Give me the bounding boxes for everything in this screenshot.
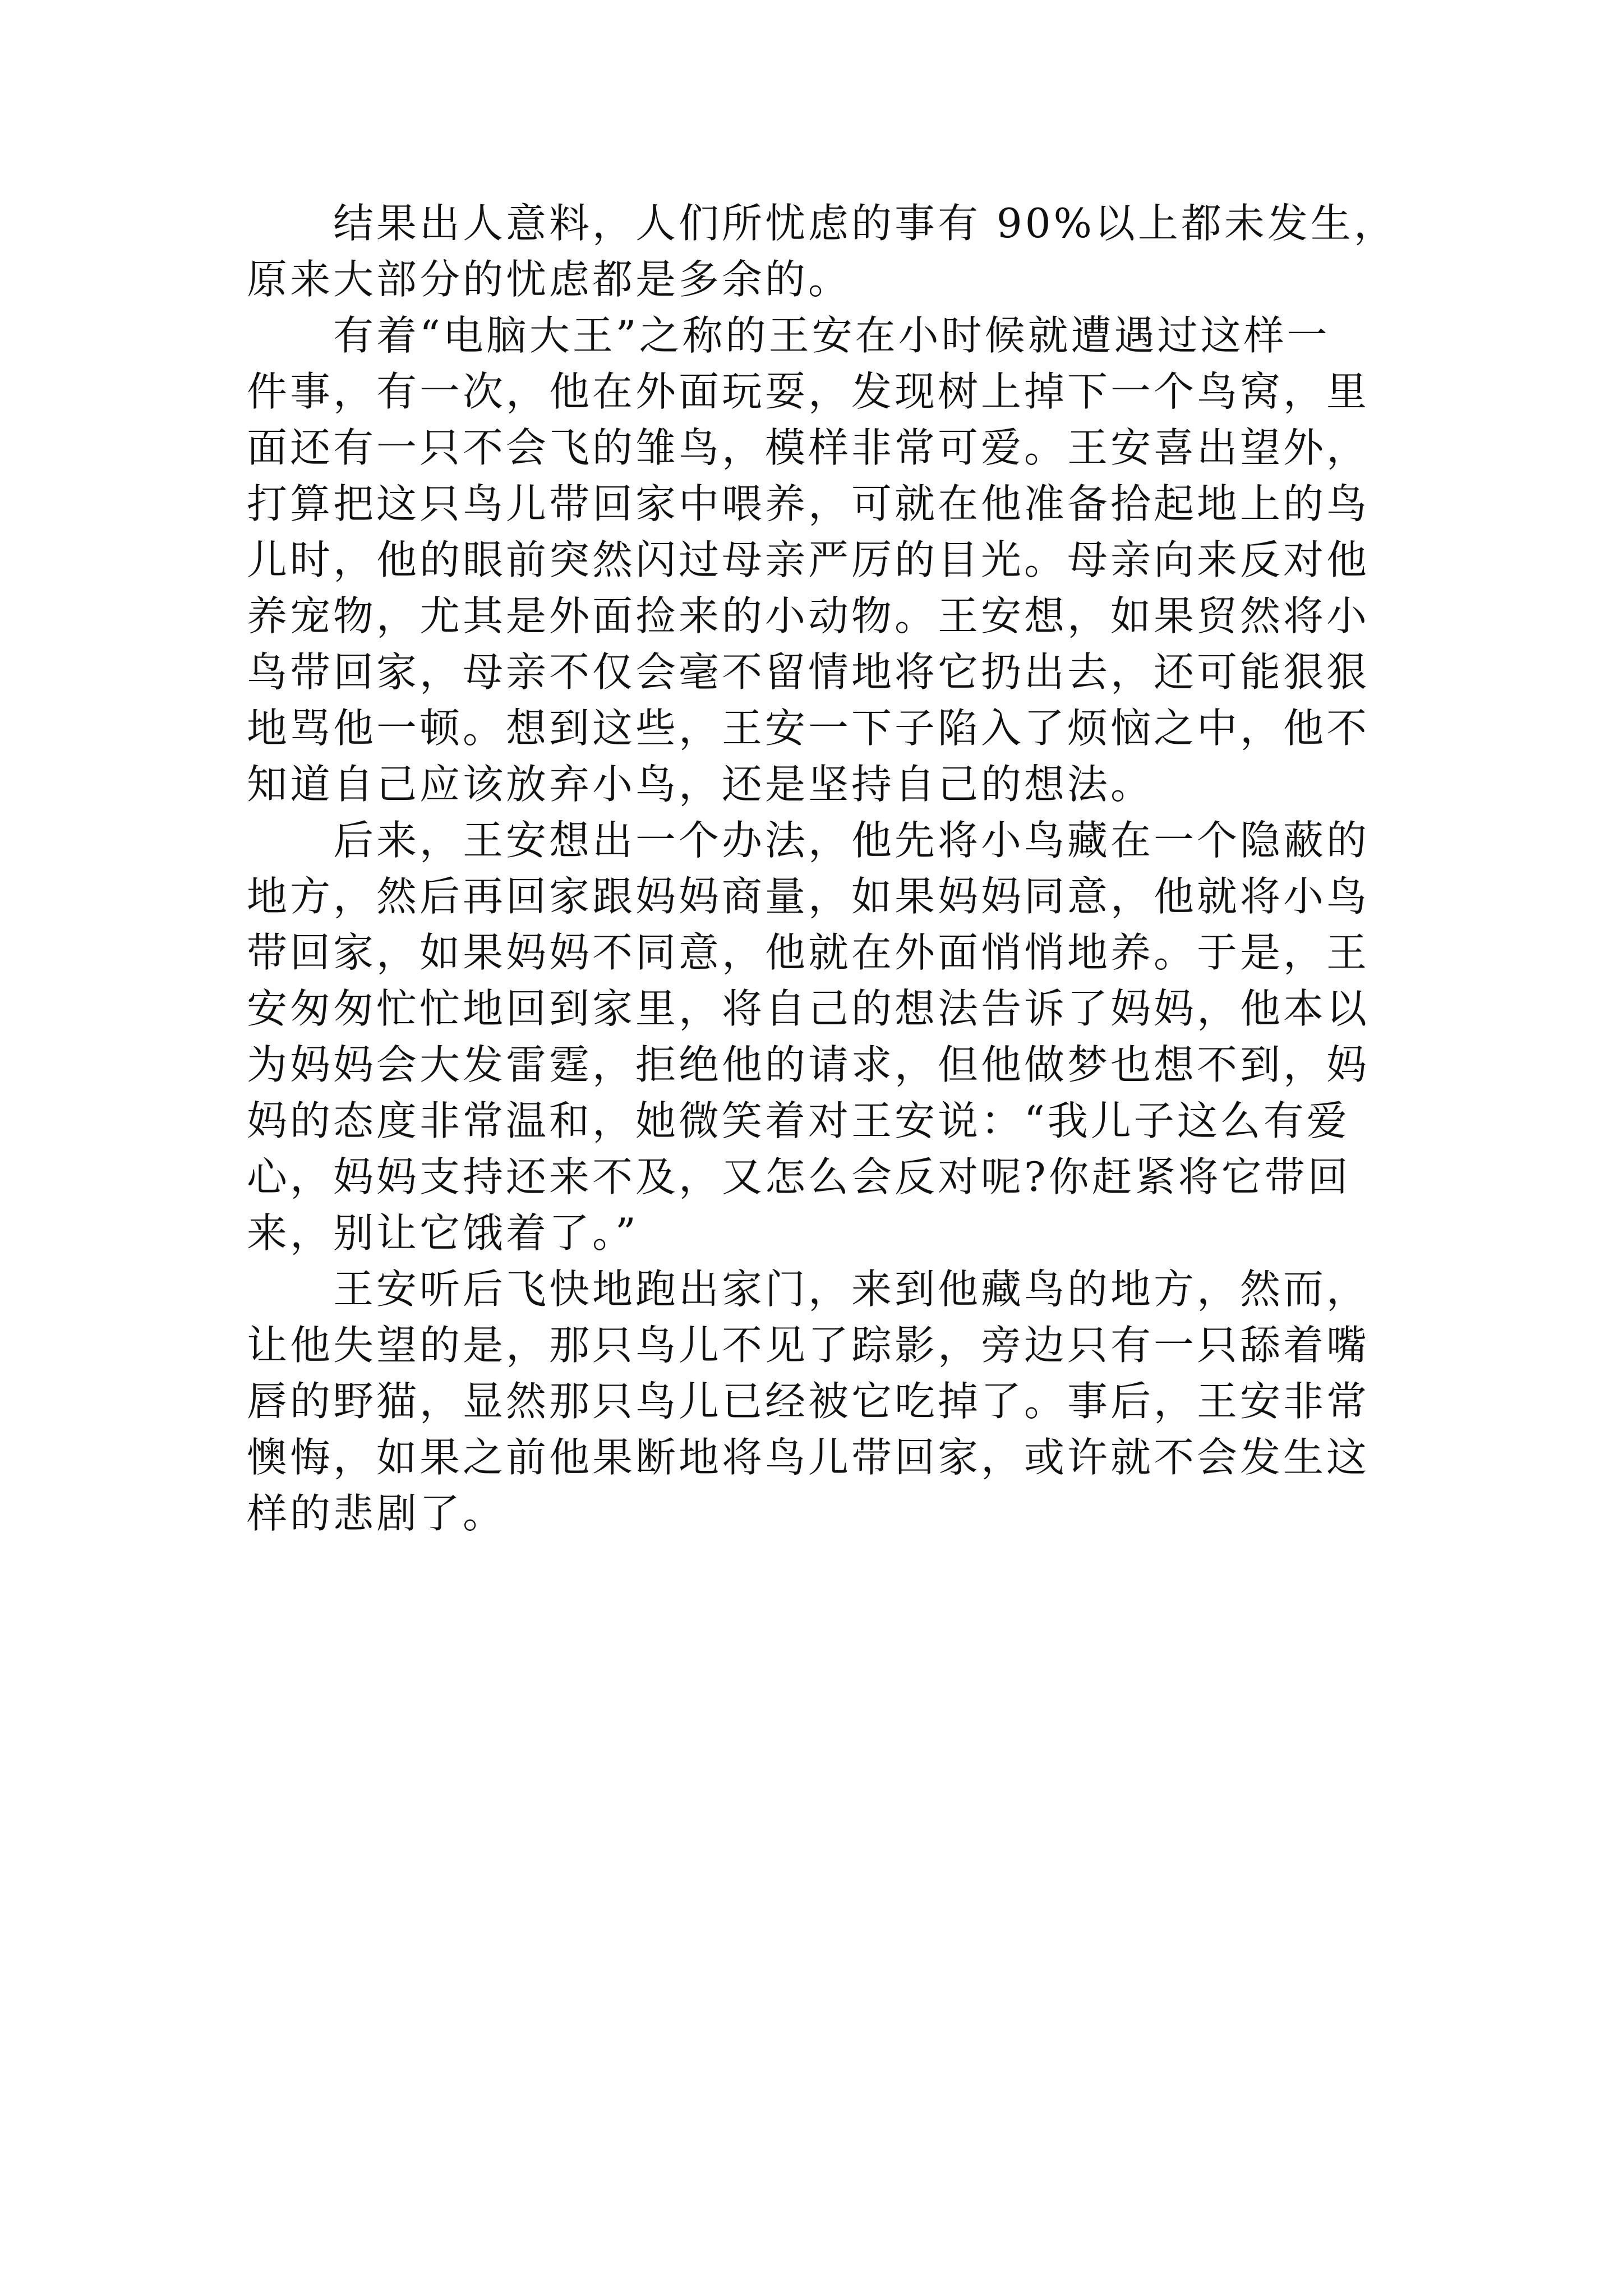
document-body xyxy=(247,195,1397,1542)
paragraph-3-line-5: 为妈妈会大发雷霆，拒绝他的请求，但他做梦也想不到，妈 xyxy=(247,1041,1370,1088)
paragraph-1-line-2: 原来大部分的忧虑都是多余的。 xyxy=(247,256,852,303)
paragraph-2-line-9: 知道自己应该放弃小鸟，还是坚持自己的想法。 xyxy=(247,761,1154,808)
paragraph-4-line-1: 王安听后飞快地跑出家门，来到他藏鸟的地方，然而， xyxy=(333,1266,1370,1313)
paragraph-3-line-6: 妈的态度非常温和，她微笑着对王安说：“我儿子这么有爱 xyxy=(247,1097,1350,1144)
paragraph-3-line-4: 安匆匆忙忙地回到家里，将自己的想法告诉了妈妈，他本以 xyxy=(247,985,1370,1032)
paragraph-4-line-4: 懊悔，如果之前他果断地将鸟儿带回家，或许就不会发生这 xyxy=(247,1434,1370,1481)
paragraph-2-line-7: 鸟带回家，母亲不仅会毫不留情地将它扔出去，还可能狠狠 xyxy=(247,648,1370,696)
paragraph-2-line-5: 儿时，他的眼前突然闪过母亲严厉的目光。母亲向来反对他 xyxy=(247,536,1370,583)
paragraph-2-line-4: 打算把这只鸟儿带回家中喂养，可就在他准备拾起地上的鸟 xyxy=(247,480,1370,527)
paragraph-2-line-1: 有着“电脑大王”之称的王安在小时候就遭遇过这样一 xyxy=(333,312,1330,359)
paragraph-2-line-2: 件事，有一次，他在外面玩耍，发现树上掉下一个鸟窝，里 xyxy=(247,368,1370,415)
paragraph-3-line-8: 来，别让它饿着了。” xyxy=(247,1209,639,1257)
paragraph-2-line-6: 养宠物，尤其是外面捡来的小动物。王安想，如果贸然将小 xyxy=(247,592,1370,639)
paragraph-3-line-2: 地方，然后再回家跟妈妈商量，如果妈妈同意，他就将小鸟 xyxy=(247,873,1370,920)
paragraph-4-line-3: 唇的野猫，显然那只鸟儿已经被它吃掉了。事后，王安非常 xyxy=(247,1378,1370,1425)
paragraph-1-line-1: 结果出人意料，人们所忧虑的事有 90%以上都未发生， xyxy=(333,200,1397,247)
paragraph-3-line-3: 带回家，如果妈妈不同意，他就在外面悄悄地养。于是，王 xyxy=(247,929,1370,976)
paragraph-3-line-1: 后来，王安想出一个办法，他先将小鸟藏在一个隐蔽的 xyxy=(333,817,1370,864)
paragraph-3-line-7: 心，妈妈支持还来不及，又怎么会反对呢?你赶紧将它带回 xyxy=(247,1153,1351,1200)
paragraph-2-line-3: 面还有一只不会飞的雏鸟，模样非常可爱。王安喜出望外， xyxy=(247,424,1370,471)
paragraph-4-line-5: 样的悲剧了。 xyxy=(247,1490,506,1537)
paragraph-2-line-8: 地骂他一顿。想到这些，王安一下子陷入了烦恼之中，他不 xyxy=(247,705,1370,752)
paragraph-4-line-2: 让他失望的是，那只鸟儿不见了踪影，旁边只有一只舔着嘴 xyxy=(247,1322,1370,1369)
